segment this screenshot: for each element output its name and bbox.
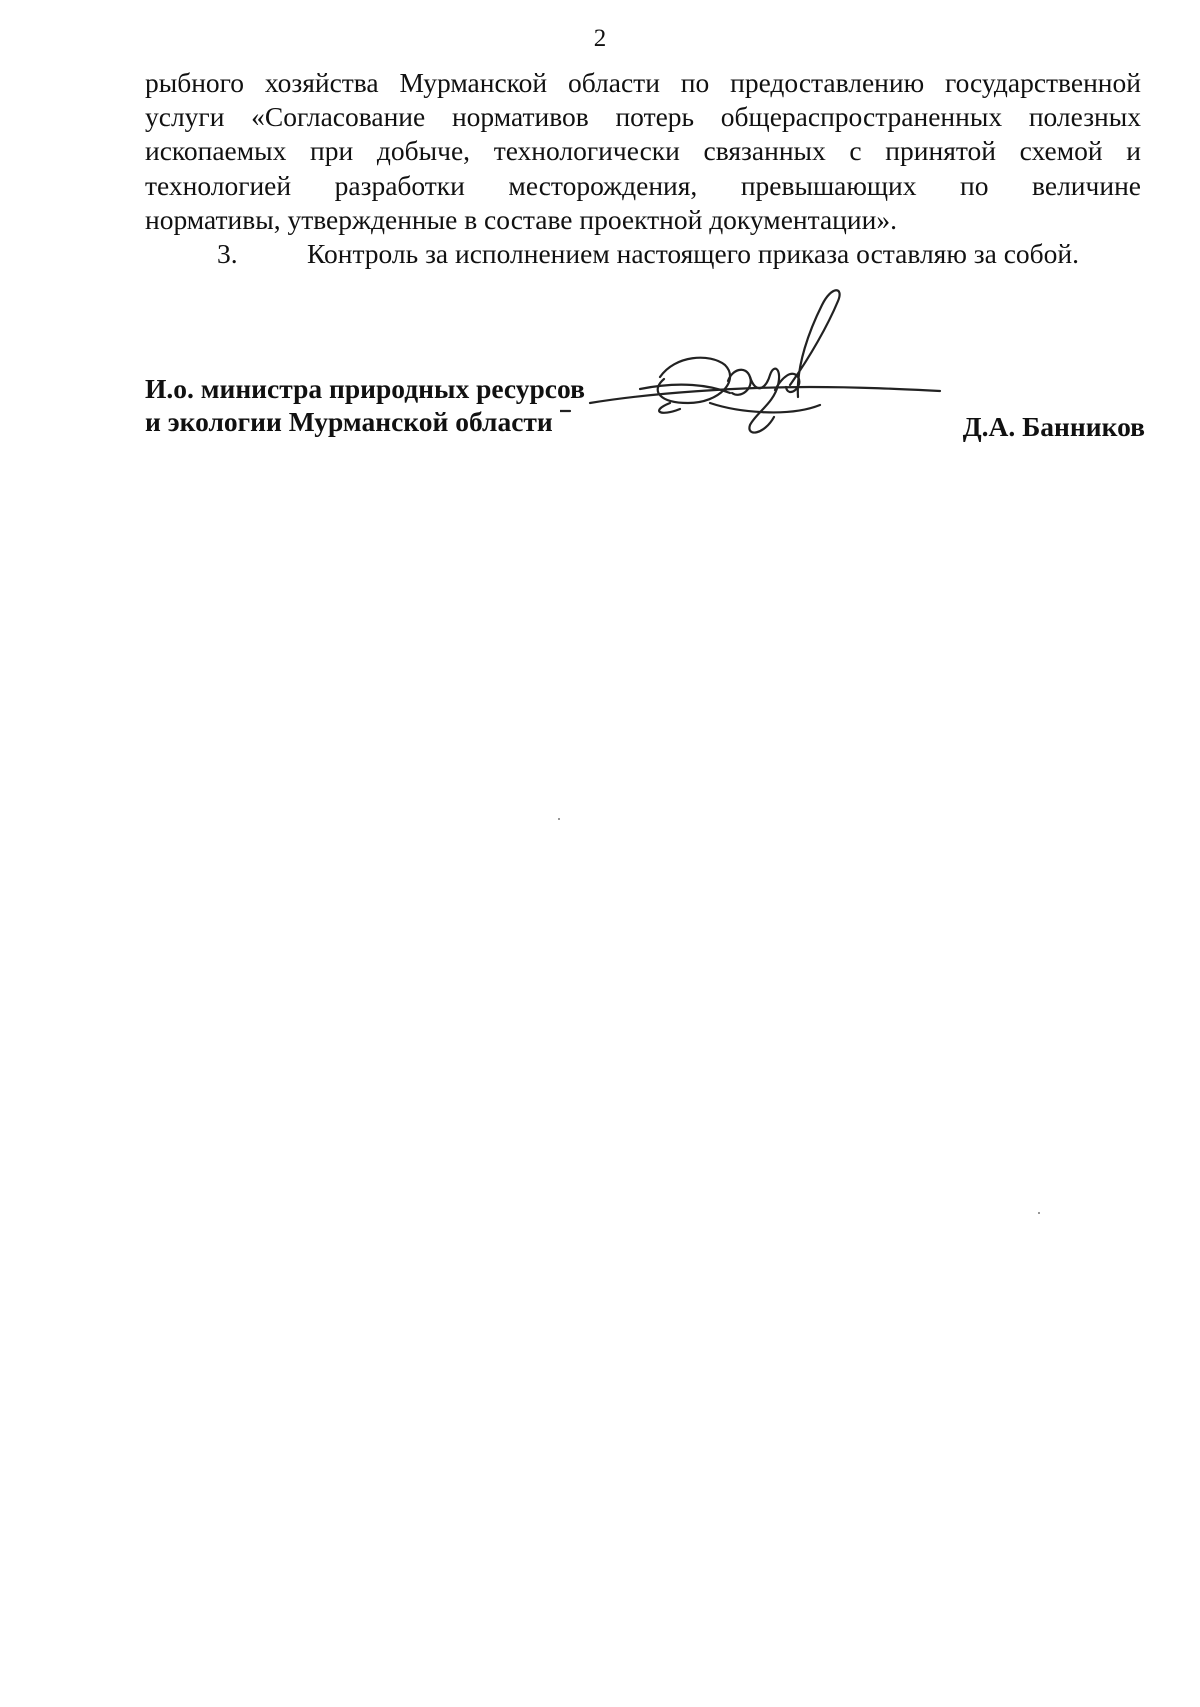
signatory-title-line-2: и экологии Мурманской области [145, 406, 553, 437]
body-text [145, 66, 1141, 271]
signatory-name: Д.А. Банников [962, 411, 1145, 442]
scan-speck [1038, 1212, 1040, 1214]
signatory-title-line-1: И.о. министра природных ресурсов [145, 373, 585, 404]
paragraph-line-2: услуги «Согласование нормативов потерь общераспространенных полезных [145, 101, 1141, 133]
item-number: 3. [217, 238, 238, 270]
paragraph-line-3: ископаемых при добыче, технологически связанных с принятой схемой и [145, 135, 1141, 167]
paragraph-line-4: технологией разработки месторождения, превышающих по величине [145, 169, 1141, 201]
paragraph-line-5: нормативы, утвержденные в составе проектной документации». [145, 203, 897, 235]
scan-speck [558, 818, 560, 820]
item-text: Контроль за исполнением настоящего приказа оставляю за собой. [307, 238, 1079, 270]
page-number: 2 [593, 25, 607, 52]
paragraph-line-1: рыбного хозяйства Мурманской области по предоставлению государственной [145, 67, 1141, 98]
list-item-3 [145, 237, 1141, 271]
signature-block [145, 372, 1145, 452]
